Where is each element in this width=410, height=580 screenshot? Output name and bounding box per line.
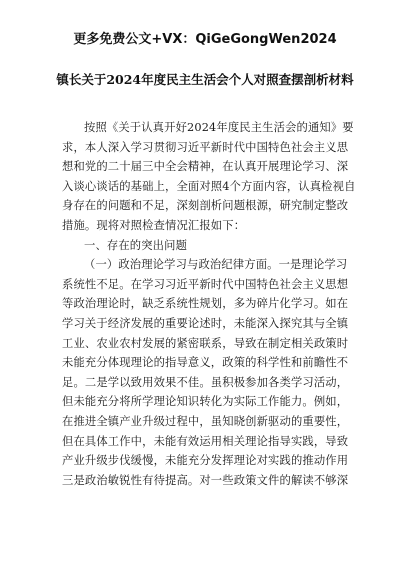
paragraph-line: 身存在的问题和不足，深刻剖析问题根源，研究制定整改 — [62, 199, 349, 213]
paragraph-line: 按照《关于认真开好2024年度民主生活会的通知》要 — [84, 121, 354, 134]
paragraph-line: 等政治理论时，缺乏系统性规划，多为碎片化学习。如在 — [62, 297, 349, 311]
paragraph-line: 足。二是学以致用效果不佳。虽积极参加各类学习活动， — [62, 375, 349, 389]
paragraph-line: 措施。现将对照检查情况汇报如下： — [62, 218, 246, 232]
document-body — [62, 118, 356, 490]
paragraph-line: 产业升级步伐缓慢，未能充分发挥理论对实践的推动作用 — [62, 454, 349, 468]
paragraph-line: 三是政治敏锐性有待提高。对一些政策文件的解读不够深 — [62, 473, 349, 487]
paragraph-line: 学习关于经济发展的重要论述时，未能深入探究其与全镇 — [62, 316, 349, 330]
paragraph-line: 在推进全镇产业升级过程中，虽知晓创新驱动的重要性， — [62, 414, 349, 428]
paragraph-line: 但未能充分将所学理论知识转化为实际工作能力。例如， — [62, 395, 349, 409]
watermark-header: 更多免费公文+VX：QiGeGongWen2024 — [73, 32, 337, 47]
paragraph-line: 未能充分体现理论的指导意义，政策的科学性和前瞻性不 — [62, 356, 349, 370]
paragraph-line: 求，本人深入学习贯彻习近平新时代中国特色社会主义思 — [62, 140, 349, 154]
paragraph-line: 想和党的二十届三中全会精神，在认真开展理论学习、深 — [62, 160, 349, 174]
paragraph-line: 系统性不足。在学习习近平新时代中国特色社会主义思想 — [62, 277, 349, 291]
section-heading: 一、存在的突出问题 — [84, 238, 188, 252]
paragraph-line: 但在具体工作中，未能有效运用相关理论指导实践，导致 — [62, 434, 349, 448]
paragraph-line: 入谈心谈话的基础上，全面对照4个方面内容，认真检视自 — [62, 179, 356, 193]
paragraph-line: 工业、农业农村发展的紧密联系，导致在制定相关政策时 — [62, 336, 349, 350]
document-title: 镇长关于2024年度民主生活会个人对照查摆剖析材料 — [56, 72, 354, 87]
paragraph-line: （一）政治理论学习与政治纪律方面。一是理论学习 — [84, 258, 348, 272]
